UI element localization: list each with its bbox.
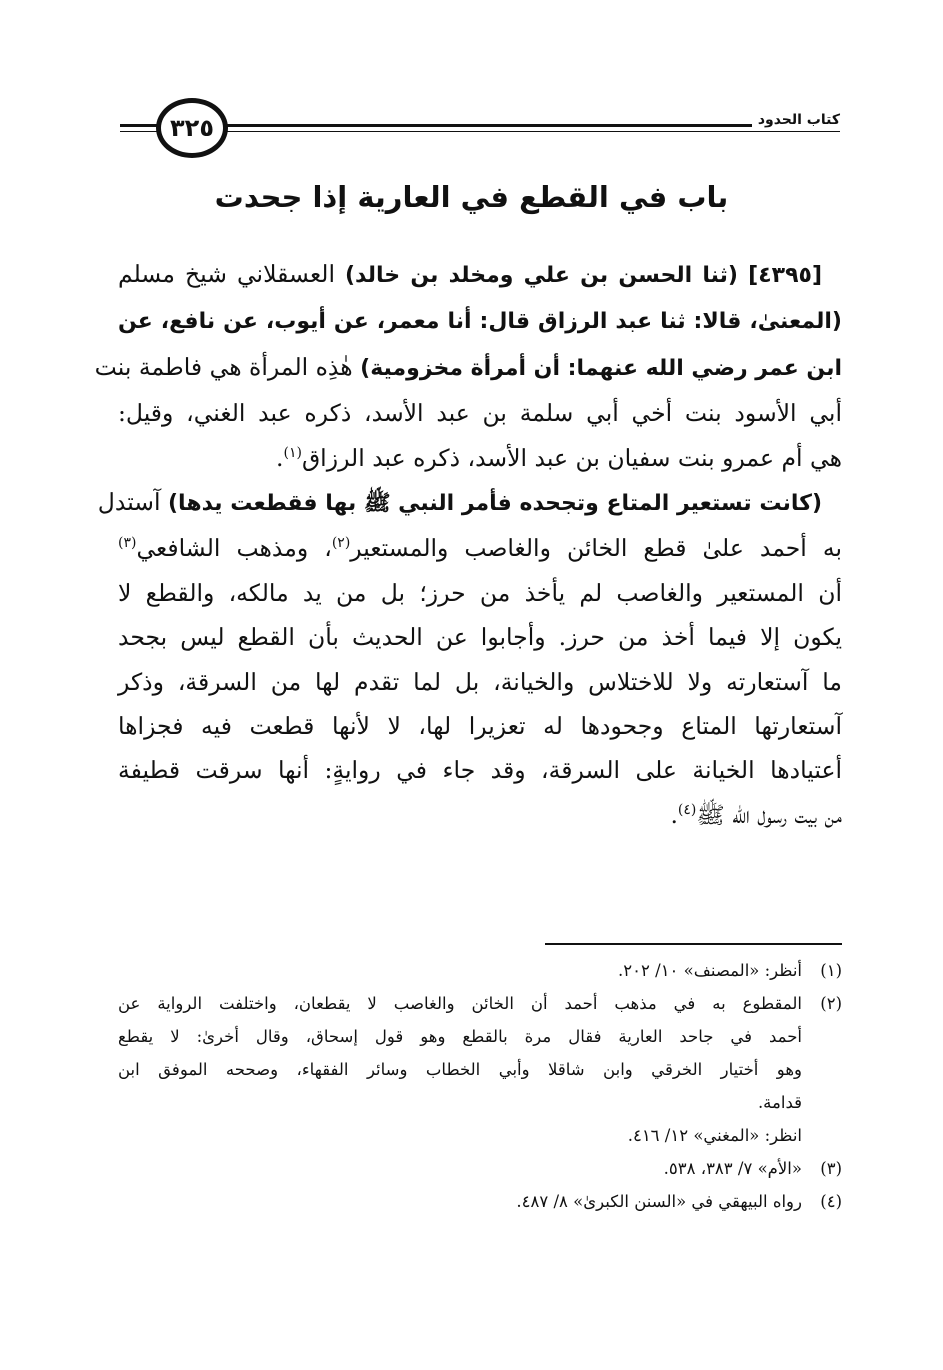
text-line bbox=[94, 345, 842, 391]
hadith-matn: ابن عمر رضي الله عنهما: أن أمرأة مخزومية) bbox=[360, 355, 842, 381]
footnote-line: «الأم» ٧/ ٣٨٣، ٥٣٨. bbox=[663, 1159, 802, 1178]
text-run: من بيت رسول الله ﷺ bbox=[696, 800, 842, 829]
footnote-ref[interactable]: (٢) bbox=[331, 535, 351, 552]
main-text bbox=[94, 252, 842, 837]
text-line bbox=[118, 298, 842, 344]
text-line: أن المستعير والغاصب لم يأخذ من حرز؛ بل من يد مالكه، والقطع لا bbox=[118, 578, 842, 607]
text-line: أبي الأسود بنت أخي أبي سلمة بن عبد الأسد، ذكره عبد الغني، وقيل: bbox=[118, 399, 842, 428]
text-run: هي أم عمرو بنت سفيان بن عبد الأسد، ذكره عبد الرزاق bbox=[301, 443, 842, 472]
page-header bbox=[120, 96, 840, 166]
header-rule-thin bbox=[120, 131, 840, 132]
text-run: العسقلاني شيخ مسلم bbox=[118, 260, 335, 288]
hadith-isnad: (المعنىٰ، قالا: ثنا عبد الرزاق قال: أنا معمر، عن أيوب، عن نافع، عن bbox=[118, 309, 842, 335]
footnote-line: قدامة. bbox=[757, 1093, 802, 1112]
paragraph-1 bbox=[94, 252, 842, 480]
running-title: كتاب الحدود bbox=[752, 112, 840, 128]
text-run: . bbox=[670, 800, 678, 829]
page-number-badge bbox=[156, 98, 228, 158]
text-run: ، ومذهب الشافعي bbox=[136, 534, 332, 563]
footnote-number: (٣) bbox=[820, 1159, 842, 1178]
footnote-2 bbox=[118, 987, 842, 1152]
footnotes bbox=[118, 954, 842, 1218]
hadith-isnad: [٤٣٩٥] (ثنا الحسن بن علي ومخلد بن خالد) bbox=[345, 263, 822, 288]
text-line bbox=[118, 252, 842, 298]
footnote-line: رواه البيهقي في «السنن الكبرىٰ» ٨/ ٤٨٧. bbox=[516, 1192, 802, 1211]
footnote-ref[interactable]: (٤) bbox=[677, 802, 697, 819]
text-run: . bbox=[276, 443, 284, 472]
text-run: به أحمد علىٰ قطع الخائن والغاصب والمستعير bbox=[350, 534, 842, 563]
text-run: آستدل bbox=[97, 488, 161, 517]
text-line bbox=[97, 480, 842, 526]
chapter-title: باب في القطع في العارية إذا جحدت bbox=[214, 180, 729, 214]
header-rule-thick bbox=[120, 124, 840, 127]
text-line bbox=[118, 526, 842, 570]
page-number: ٣٢٥ bbox=[170, 114, 214, 142]
footnote-separator bbox=[545, 943, 842, 945]
footnote-line: وهو أختيار الخرقي وابن شاقلا وأبي الخطاب وسائر الفقهاء، وصححه الموفق ابن bbox=[118, 1060, 802, 1079]
text-line bbox=[118, 793, 842, 837]
text-run: هٰذِه المرأة هي فاطمة بنت bbox=[94, 352, 353, 381]
text-line: ما آستعارته ولا للاختلاس والخيانة، بل لما تقدم لها من السرقة، وذكر bbox=[118, 667, 842, 696]
footnote-3 bbox=[118, 1152, 842, 1185]
footnote-ref[interactable]: (٣) bbox=[118, 535, 137, 552]
paragraph-2 bbox=[97, 480, 842, 837]
footnote-number: (٤) bbox=[820, 1192, 842, 1211]
footnote-line: أنظر: «المصنف» ١٠/ ٢٠٢. bbox=[618, 961, 802, 980]
text-line: آستعارتها المتاع وجحودها له تعزيرا لها، لا لأنها قطعت فيه فجزاها bbox=[118, 712, 842, 741]
footnote-number: (٢) bbox=[820, 994, 842, 1013]
footnote-4 bbox=[118, 1185, 842, 1218]
footnote-line: أحمد في جاحد العارية فقال مرة بالقطع وهو قول إسحاق، وقال أخرىٰ: لا يقطع bbox=[118, 1027, 802, 1046]
text-line bbox=[118, 436, 842, 480]
footnote-line: انظر: «المغني» ١٢/ ٤١٦. bbox=[627, 1126, 802, 1145]
footnote-1 bbox=[118, 954, 842, 987]
text-line: يكون إلا فيما أخذ من حرز. وأجابوا عن الحديث بأن القطع ليس بجحد bbox=[118, 623, 842, 652]
text-line: أعتيادها الخيانة على السرقة، وقد جاء في روايةٍ: أنها سرقت قطيفة bbox=[118, 756, 842, 785]
footnote-number: (١) bbox=[820, 961, 842, 980]
footnote-ref[interactable]: (١) bbox=[283, 444, 302, 461]
footnote-line: المقطوع به في مذهب أحمد أن الخائن والغاصب لا يقطعان، واختلفت الرواية عن bbox=[118, 994, 802, 1013]
hadith-matn: (كانت تستعير المتاع وتجحده فأمر النبي ﷺ بها فقطعت يدها) bbox=[168, 491, 822, 517]
